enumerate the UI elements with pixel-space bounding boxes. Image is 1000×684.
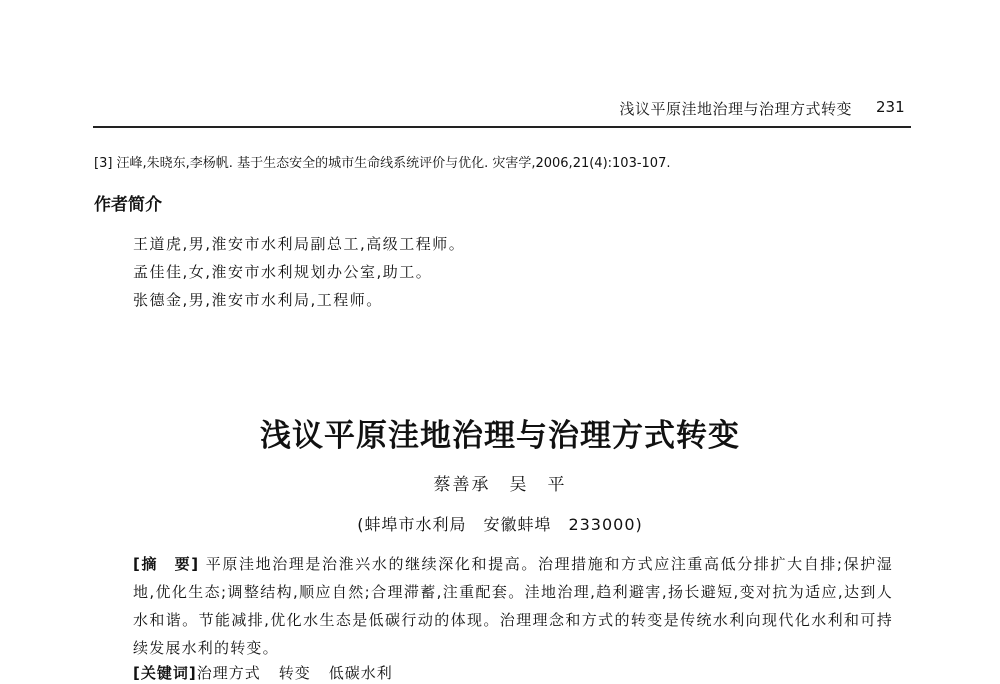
author-info-line: 孟佳佳,女,淮安市水利规划办公室,助工。 [133, 263, 433, 281]
abstract-label: [摘 要] [133, 555, 200, 573]
keyword: 治理方式 [196, 664, 261, 682]
author-info-line: 王道虎,男,淮安市水利局副总工,高级工程师。 [133, 235, 466, 253]
abstract [133, 550, 893, 662]
keyword: 转变 [278, 664, 311, 682]
running-title: 浅议平原洼地治理与治理方式转变 [619, 100, 852, 118]
article-title: 浅议平原洼地治理与治理方式转变 [260, 418, 740, 454]
header-rule [93, 126, 911, 128]
reference-entry: [3] 汪峰,朱晓东,李杨帆. 基于生态安全的城市生命线系统评价与优化. 灾害学,2006,21(4):103-107. [94, 156, 671, 171]
article-affiliation: (蚌埠市水利局 安徽蚌埠 233000) [357, 515, 643, 534]
article-authors: 蔡善承 吴 平 [433, 475, 567, 495]
keyword: 低碳水利 [328, 664, 393, 682]
author-info-line: 张德金,男,淮安市水利局,工程师。 [133, 291, 383, 309]
author-intro-heading: 作者简介 [94, 195, 162, 215]
page-number: 231 [876, 98, 905, 116]
keywords-label: [关键词] [133, 664, 197, 682]
abstract-text: 平原洼地治理是治淮兴水的继续深化和提高。治理措施和方式应注重高低分排扩大自排;保护湿地,优化生态;调整结构,顺应自然;合理滞蓄,注重配套。洼地治理,趋利避害,扬长避短,变对抗为适应,达到人水和谐。节能减排,优化水生态是低碳行动的体现。治理理念和方式的转变是传统水利向现代化水利和可持续发展水利的转变。 [133, 555, 894, 657]
keywords [133, 662, 393, 683]
